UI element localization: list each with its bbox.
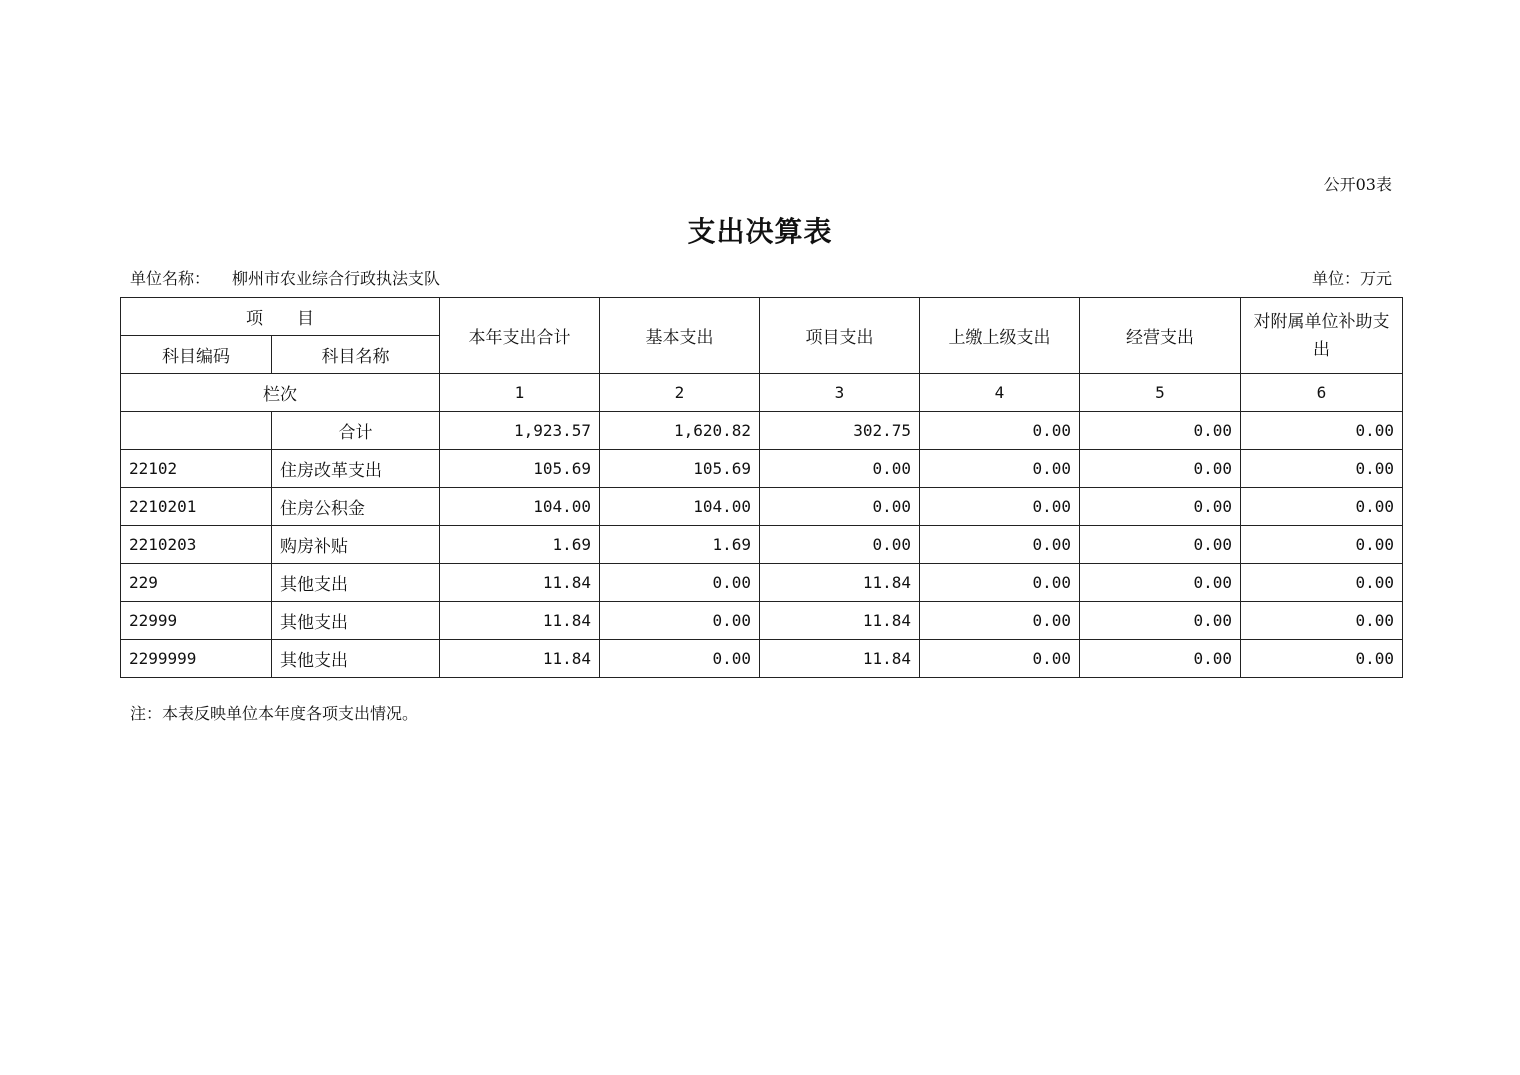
header-code: 科目编码 bbox=[121, 336, 272, 374]
row-value: 1.69 bbox=[440, 526, 600, 564]
row-value: 104.00 bbox=[440, 488, 600, 526]
row-value: 1.69 bbox=[600, 526, 760, 564]
row-value: 0.00 bbox=[1080, 526, 1241, 564]
column-number: 4 bbox=[920, 374, 1080, 412]
header-col-total: 本年支出合计 bbox=[440, 298, 600, 374]
row-code: 2210201 bbox=[121, 488, 272, 526]
header-col-business: 经营支出 bbox=[1080, 298, 1241, 374]
table-row bbox=[121, 526, 1403, 564]
row-value: 0.00 bbox=[920, 526, 1080, 564]
table-note: 注：本表反映单位本年度各项支出情况。 bbox=[130, 704, 419, 723]
total-row bbox=[121, 412, 1403, 450]
row-value: 11.84 bbox=[440, 640, 600, 678]
table-row bbox=[121, 488, 1403, 526]
total-value: 0.00 bbox=[1080, 412, 1241, 450]
row-value: 105.69 bbox=[600, 450, 760, 488]
expenditure-table bbox=[120, 297, 1403, 678]
row-name: 其他支出 bbox=[272, 564, 440, 602]
row-value: 0.00 bbox=[1241, 602, 1403, 640]
total-value: 0.00 bbox=[1241, 412, 1403, 450]
row-value: 11.84 bbox=[760, 564, 920, 602]
table-row bbox=[121, 602, 1403, 640]
row-name: 住房改革支出 bbox=[272, 450, 440, 488]
unit-name: 柳州市农业综合行政执法支队 bbox=[232, 269, 441, 288]
row-value: 0.00 bbox=[1080, 602, 1241, 640]
total-label: 合计 bbox=[272, 412, 440, 450]
header-name: 科目名称 bbox=[272, 336, 440, 374]
row-value: 0.00 bbox=[1241, 526, 1403, 564]
table-row bbox=[121, 640, 1403, 678]
header-col-basic: 基本支出 bbox=[600, 298, 760, 374]
unit-name-line bbox=[130, 266, 440, 289]
unit-measure: 单位：万元 bbox=[1311, 269, 1392, 288]
row-name: 购房补贴 bbox=[272, 526, 440, 564]
row-code: 2299999 bbox=[121, 640, 272, 678]
row-value: 104.00 bbox=[600, 488, 760, 526]
row-value: 0.00 bbox=[1241, 564, 1403, 602]
column-number: 2 bbox=[600, 374, 760, 412]
row-value: 0.00 bbox=[1241, 450, 1403, 488]
total-value: 0.00 bbox=[920, 412, 1080, 450]
row-value: 0.00 bbox=[760, 526, 920, 564]
row-value: 0.00 bbox=[600, 602, 760, 640]
row-value: 0.00 bbox=[920, 602, 1080, 640]
total-value: 302.75 bbox=[760, 412, 920, 450]
column-index-row bbox=[121, 374, 1403, 412]
row-value: 0.00 bbox=[1080, 450, 1241, 488]
row-value: 105.69 bbox=[440, 450, 600, 488]
row-value: 0.00 bbox=[1080, 640, 1241, 678]
row-value: 0.00 bbox=[760, 488, 920, 526]
column-index-label: 栏次 bbox=[121, 374, 440, 412]
row-value: 11.84 bbox=[440, 602, 600, 640]
row-name: 其他支出 bbox=[272, 640, 440, 678]
column-number: 5 bbox=[1080, 374, 1241, 412]
total-value: 1,923.57 bbox=[440, 412, 600, 450]
total-code-cell bbox=[121, 412, 272, 450]
form-code: 公开03表 bbox=[1323, 175, 1392, 194]
row-value: 0.00 bbox=[1080, 564, 1241, 602]
column-number: 1 bbox=[440, 374, 600, 412]
table-row bbox=[121, 450, 1403, 488]
row-value: 0.00 bbox=[600, 564, 760, 602]
row-value: 11.84 bbox=[760, 602, 920, 640]
row-value: 0.00 bbox=[760, 450, 920, 488]
row-code: 22999 bbox=[121, 602, 272, 640]
header-col-upper: 上缴上级支出 bbox=[920, 298, 1080, 374]
page-title: 支出决算表 bbox=[687, 215, 833, 248]
row-value: 11.84 bbox=[760, 640, 920, 678]
row-value: 0.00 bbox=[1080, 488, 1241, 526]
table-row bbox=[121, 564, 1403, 602]
unit-name-label: 单位名称： bbox=[130, 269, 211, 288]
header-col-project: 项目支出 bbox=[760, 298, 920, 374]
row-name: 其他支出 bbox=[272, 602, 440, 640]
row-value: 0.00 bbox=[1241, 640, 1403, 678]
row-value: 0.00 bbox=[920, 564, 1080, 602]
row-code: 229 bbox=[121, 564, 272, 602]
row-value: 0.00 bbox=[1241, 488, 1403, 526]
header-row-top bbox=[121, 298, 1403, 336]
column-number: 6 bbox=[1241, 374, 1403, 412]
header-item: 项 目 bbox=[121, 298, 440, 336]
row-value: 11.84 bbox=[440, 564, 600, 602]
row-value: 0.00 bbox=[600, 640, 760, 678]
row-value: 0.00 bbox=[920, 450, 1080, 488]
total-value: 1,620.82 bbox=[600, 412, 760, 450]
row-code: 22102 bbox=[121, 450, 272, 488]
row-code: 2210203 bbox=[121, 526, 272, 564]
row-value: 0.00 bbox=[920, 640, 1080, 678]
row-value: 0.00 bbox=[920, 488, 1080, 526]
header-col-subsidy: 对附属单位补助支出 bbox=[1241, 298, 1403, 374]
column-number: 3 bbox=[760, 374, 920, 412]
row-name: 住房公积金 bbox=[272, 488, 440, 526]
